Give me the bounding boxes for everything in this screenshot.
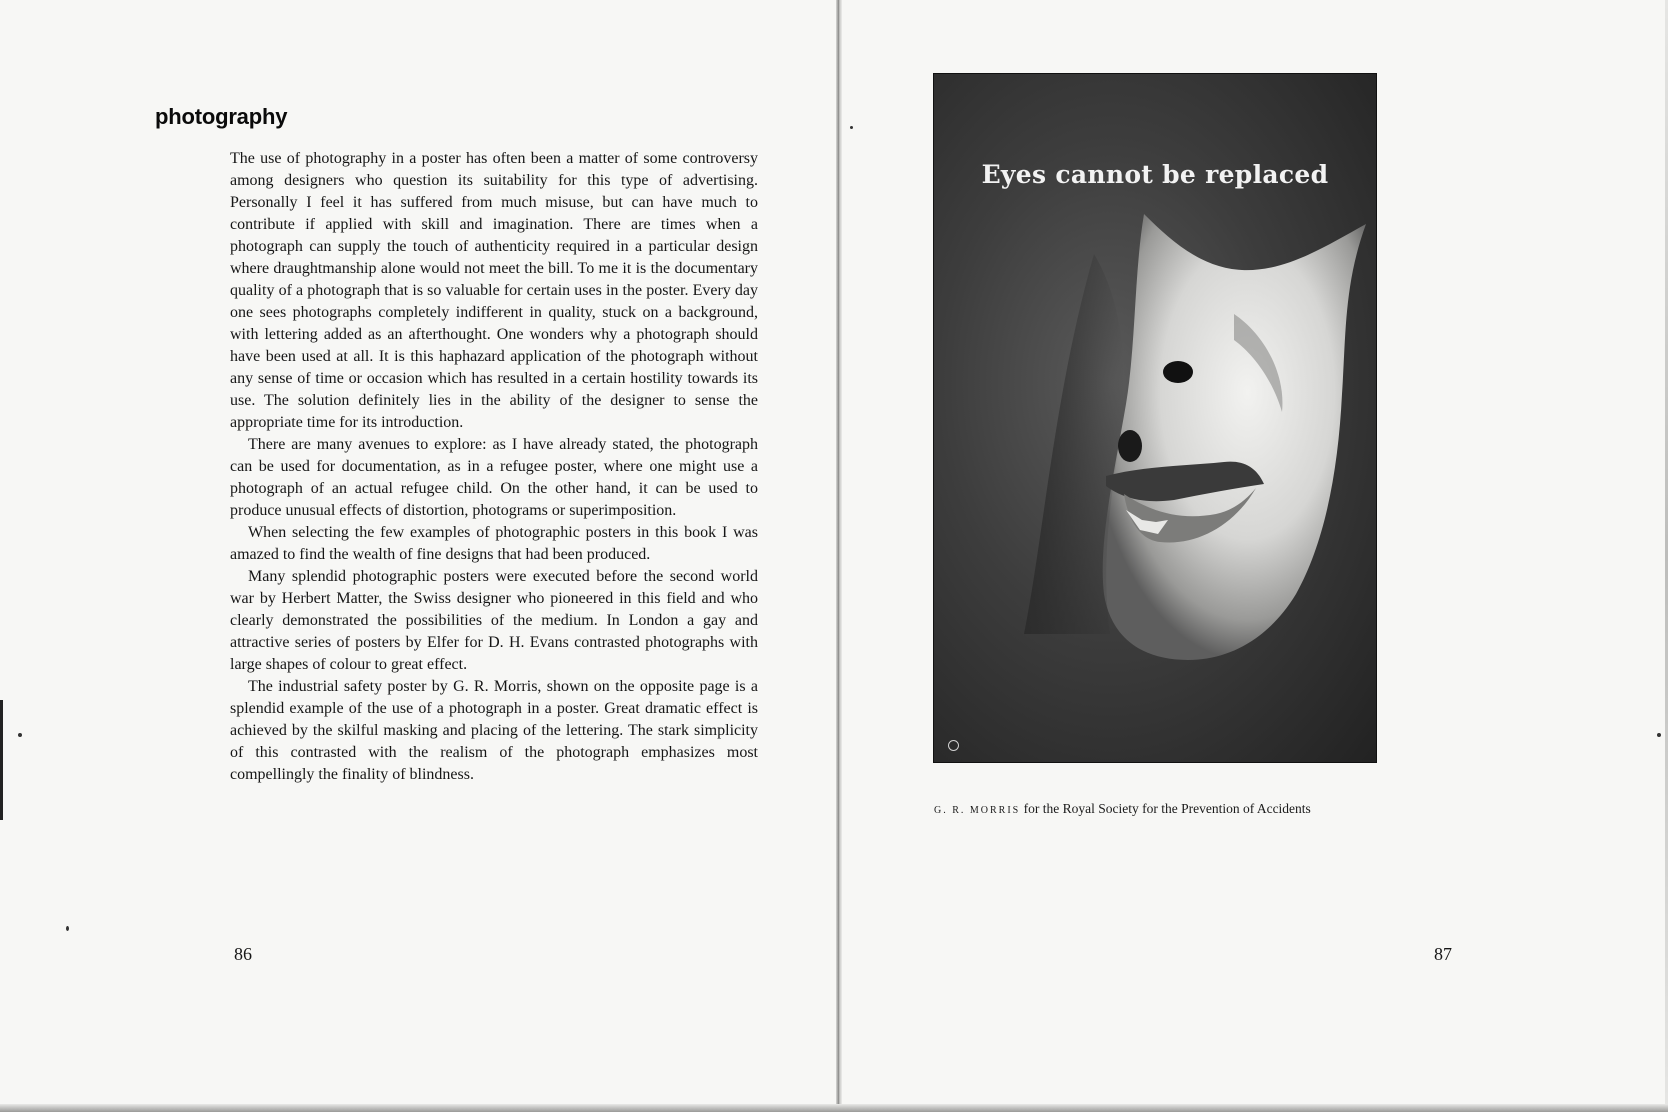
paragraph-2: There are many avenues to explore: as I have already stated, the photograph can be used for documentation, as in a refugee poster, where one might use a photograph of an actual refugee child. On the other hand, it can be used to produce unusual effects of distortion, photograms or superimposition. (230, 436, 758, 519)
mask-shape (1103, 214, 1366, 660)
print-speck (18, 733, 22, 737)
poster-headline: Eyes cannot be replaced (981, 160, 1329, 189)
body-text (230, 148, 758, 786)
print-speck (66, 926, 69, 931)
print-speck (1657, 733, 1661, 737)
paragraph-4: Many splendid photographic posters were executed before the second world war by Herbert Matter, the Swiss designer who pioneered in this field and who clearly demonstrated the possibilities of the medium. In London a gay and attractive series of posters by Elfer for D. H. Evans contrasted photographs with large shapes of colour to great effect. (230, 568, 758, 673)
nostril-right (1118, 430, 1142, 462)
page-number-right: 87 (1434, 944, 1452, 964)
caption-designer: G. R. MORRIS (934, 805, 1021, 816)
rospa-roundel-icon (948, 740, 959, 751)
section-title: photography (155, 104, 288, 129)
page-bottom-edge (0, 1104, 1668, 1112)
page-number-left: 86 (234, 944, 252, 964)
paragraph-3: When selecting the few examples of photographic posters in this book I was amazed to find the wealth of fine designs that had been produced. (230, 524, 758, 563)
poster-image (934, 74, 1376, 762)
nostril-left (1163, 361, 1193, 383)
page-edge-shadow (0, 700, 3, 820)
paragraph-1: The use of photography in a poster has often been a matter of some controversy among designers who question its suitability for this type of advertising. Personally I feel it has suffered from much misuse, but can have much to contribute if applied with skill and imagination. There are times when a photograph can supply the touch of authenticity required in a particular design where draughtmanship alone would not meet the bill. To me it is the documentary quality of a photograph that is so valuable for certain uses in the poster. Every day one sees photographs completely indifferent in quality, stuck on a background, with lettering added as an afterthought. One wonders why a photograph should have been used at all. It is this haphazard application of the photograph without any sense of time or occasion which has resulted in a certain hostility towards its use. The solution definitely lies in the ability of the designer to sense the appropriate time for its introduction. (230, 150, 758, 431)
caption-text: for the Royal Society for the Prevention of Accidents (1020, 801, 1311, 816)
book-gutter (836, 0, 842, 1112)
poster-caption (934, 801, 1494, 817)
print-speck (850, 126, 853, 129)
paragraph-5: The industrial safety poster by G. R. Morris, shown on the opposite page is a splendid example of the use of a photograph in a poster. Great dramatic effect is achieved by the skilful masking and placing of the lettering. The stark simplicity of this contrasted with the realism of the photograph emphasizes most compellingly the finality of blindness. (230, 678, 758, 783)
